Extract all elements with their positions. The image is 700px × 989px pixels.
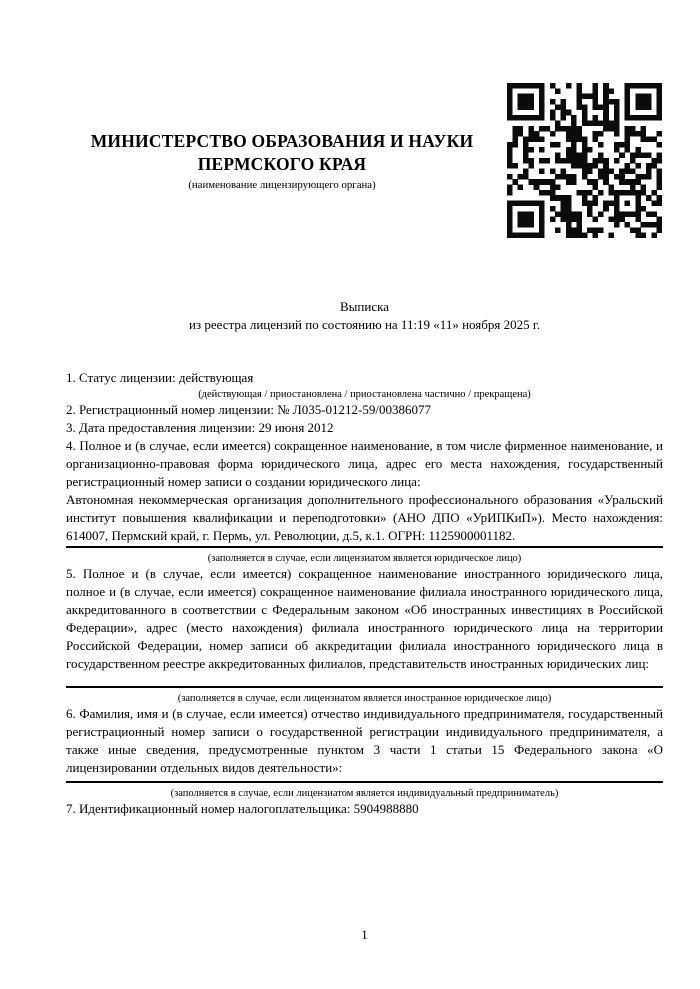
item-7-taxpayer-number: 7. Идентификационный номер налогоплательщика: 5904988880 [66, 801, 419, 816]
item-4-caption: (заполняется в случае, если лицензиатом является юридическое лицо) [207, 553, 522, 564]
licensing-authority-header [66, 130, 498, 192]
document-title [66, 298, 663, 334]
item-6-fill-line [66, 777, 663, 783]
title-line1: Выписка [340, 299, 389, 314]
item-4-intro: 4. Полное и (в случае, если имеется) сокращенное наименование, в том числе фирменное наименование, и организационно-правовая форма юридического лица, адрес его места нахождения, государственный регистрационный номер записи о создании юридического лица: [66, 438, 663, 489]
item-1-caption: (действующая / приостановлена / приостановлена частично / прекращена) [198, 389, 531, 400]
item-6-intro: 6. Фамилия, имя и (в случае, если имеется) отчество индивидуального предпринимателя, государственный регистрационный номер записи о государственной регистрации индивидуального предпринимателя, а также иные сведения, предусмотренные пунктом 3 части 1 статьи 15 Федерального закона «О лицензировании отдельных видов деятельности»: [66, 706, 663, 775]
item-1-license-status: 1. Статус лицензии: действующая [66, 370, 254, 385]
item-4-fill-line [66, 546, 663, 548]
title-line2: из реестра лицензий по состоянию на 11:19 «11» ноября 2025 г. [189, 317, 540, 332]
item-5-fill-line [66, 673, 663, 688]
item-5-caption: (заполняется в случае, если лицензиатом является иностранное юридическое лицо) [177, 693, 552, 704]
page-number: 1 [361, 927, 368, 942]
ministry-name-caption: (наименование лицензирующего органа) [188, 179, 376, 191]
ministry-name-line2: ПЕРМСКОГО КРАЯ [197, 154, 367, 174]
item-3-license-date: 3. Дата предоставления лицензии: 29 июня 2012 [66, 420, 334, 435]
item-4-licensee-value: Автономная некоммерческая организация дополнительного профессионального образования «Уральский институт повышения квалификации и переподготовки» (АНО ДПО «УрИПКиП»). Место нахождения: 614007, Пермский край, г. Пермь, ул. Революции, д.5, к.1. ОГРН: 1125900001182. [66, 492, 663, 543]
item-5-intro: 5. Полное и (в случае, если имеется) сокращенное наименование иностранного юридического лица, полное и (в случае, если имеется) сокращенное наименование филиала иностранного юридического лица, аккредитованного в соответствии с Федеральным законом «Об иностранных инвестициях в Российской Федерации», адрес (место нахождения) филиала иностранного юридического лица на территории Российской Федерации, номер записи об аккредитации филиала иностранного юридического лица в государственном реестре аккредитованных филиалов, представительств иностранных юридических лиц: [66, 566, 663, 671]
qr-code-icon [507, 83, 662, 238]
document-body [66, 369, 663, 818]
ministry-name-line1: МИНИСТЕРСТВО ОБРАЗОВАНИЯ И НАУКИ [90, 131, 474, 151]
item-2-registration-number: 2. Регистрационный номер лицензии: № Л035-01212-59/00386077 [66, 402, 432, 417]
item-6-caption: (заполняется в случае, если лицензиатом является индивидуальный предприниматель) [170, 788, 559, 799]
